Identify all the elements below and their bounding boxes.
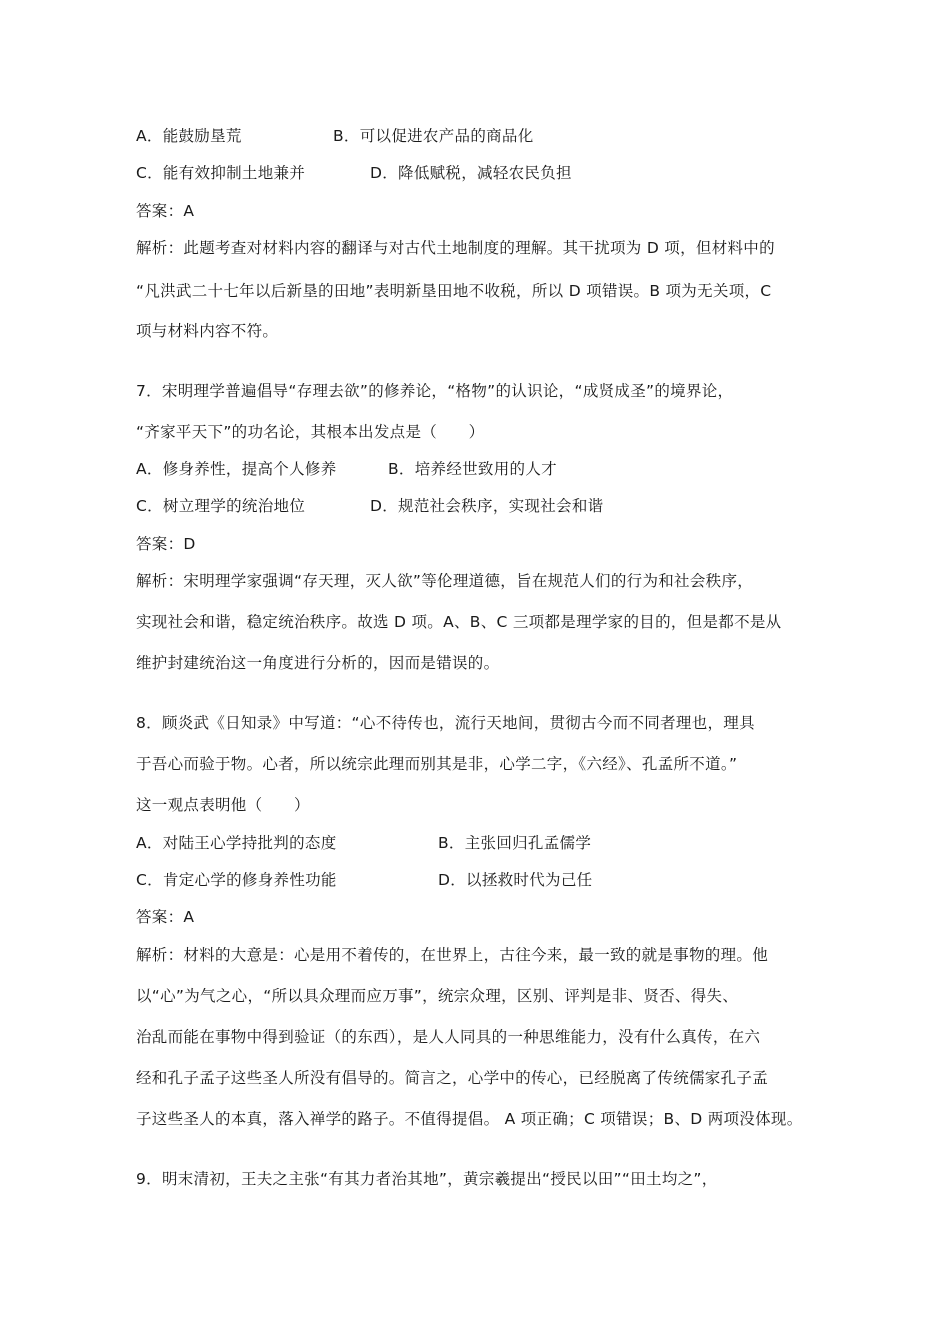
q6-option-b: B．可以促进农产品的商品化 [333, 127, 534, 145]
q6-option-c: C．能有效抑制土地兼并 [136, 164, 306, 182]
q8-question-line: 于吾心而验于物。心者，所以统宗此理而别其是非，心学二字，《六经》、孔孟所不道。” [136, 755, 738, 773]
q8-answer: 答案：A [136, 908, 195, 926]
q6-answer: 答案：A [136, 202, 195, 220]
q9-question-line: 9．明末清初，王夫之主张“有其力者治其地”，黄宗羲提出“授民以田”“田土均之”， [136, 1170, 718, 1188]
q7-question-line: “齐家平天下”的功名论，其根本出发点是（ ） [136, 423, 485, 441]
q8-option-b: B．主张回归孔孟儒学 [438, 834, 592, 852]
q8-analysis-line: 以“心”为气之心，“所以具众理而应万事”，统宗众理，区别、评判是非、贤否、得失、 [136, 987, 739, 1005]
q6-analysis-line: 项与材料内容不符。 [136, 322, 279, 340]
q7-answer: 答案：D [136, 535, 196, 553]
q6-option-d: D．降低赋税，减轻农民负担 [370, 164, 572, 182]
q7-option-d: D．规范社会秩序，实现社会和谐 [370, 497, 604, 515]
q6-option-a: A．能鼓励垦荒 [136, 127, 242, 145]
q8-analysis-line: 治乱而能在事物中得到验证（的东西），是人人同具的一种思维能力，没有什么真传，在六 [136, 1028, 761, 1046]
q8-analysis-line: 经和孔子孟子这些圣人所没有倡导的。简言之，心学中的传心，已经脱离了传统儒家孔子孟 [136, 1069, 769, 1087]
q7-analysis-line: 实现社会和谐，稳定统治秩序。故选 D 项。A、B、C 三项都是理学家的目的，但是都不是从 [136, 613, 782, 631]
q8-question-line: 这一观点表明他（ ） [136, 796, 310, 814]
q6-analysis-line: 解析：此题考查对材料内容的翻译与对古代土地制度的理解。其干扰项为 D 项，但材料中的 [136, 239, 775, 257]
q7-analysis-line: 解析：宋明理学家强调“存天理，灭人欲”等伦理道德，旨在规范人们的行为和社会秩序， [136, 572, 754, 590]
q8-option-a: A．对陆王心学持批判的态度 [136, 834, 337, 852]
q8-question-line: 8．顾炎武《日知录》中写道：“心不待传也，流行天地间，贯彻古今而不同者理也，理具 [136, 714, 755, 732]
q6-analysis-line: “凡洪武二十七年以后新垦的田地”表明新垦田地不收税，所以 D 项错误。B 项为无关项，C [136, 282, 772, 300]
q8-analysis-line: 解析：材料的大意是：心是用不着传的，在世界上，古往今来，最一致的就是事物的理。他 [136, 946, 769, 964]
q8-analysis-line: 子这些圣人的本真，落入禅学的路子。不值得提倡。 A 项正确；C 项错误；B、D 两项没体现。 [136, 1110, 803, 1128]
q7-option-a: A．修身养性，提高个人修养 [136, 460, 337, 478]
q7-option-b: B．培养经世致用的人才 [388, 460, 557, 478]
q7-question-line: 7．宋明理学普遍倡导“存理去欲”的修养论，“格物”的认识论，“成贤成圣”的境界论， [136, 382, 734, 400]
q8-option-d: D．以拯救时代为己任 [438, 871, 593, 889]
q8-option-c: C．肯定心学的修身养性功能 [136, 871, 337, 889]
q7-option-c: C．树立理学的统治地位 [136, 497, 306, 515]
q7-analysis-line: 维护封建统治这一角度进行分析的，因而是错误的。 [136, 654, 500, 672]
